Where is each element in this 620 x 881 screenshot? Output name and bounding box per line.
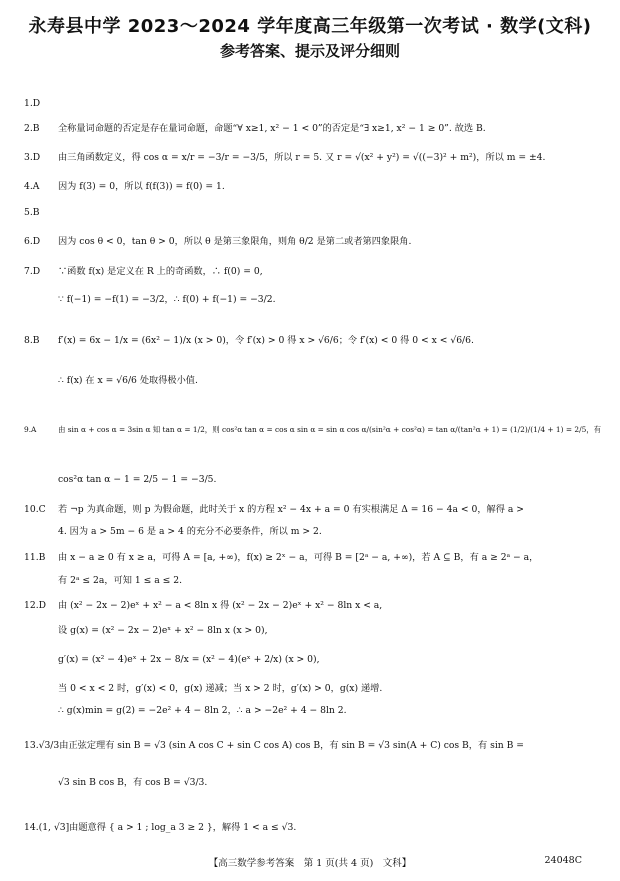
answer-line <box>24 575 182 587</box>
answer-line <box>24 552 538 564</box>
answer-line <box>24 654 320 666</box>
answer-text: ∴ g(x)min = g(2) = −2e² + 4 − 8ln 2，∴ a > −2e² + 4 − 8ln 2. <box>58 705 347 716</box>
answer-text: 由三角函数定义，得 cos α = x/r = −3/r = −3/5，所以 r = 5. 又 r = √(x² + y²) = √((−3)² + m²)，所以 m = ±4. <box>58 152 546 163</box>
answer-line <box>24 625 268 637</box>
answer-number: 6.D <box>24 236 41 247</box>
answer-text: √3 sin B cos B，有 cos B = √3/3. <box>58 777 208 788</box>
answer-text: 4. 因为 a > 5m − 6 是 a > 4 的充分不必要条件，所以 m > 2. <box>58 526 322 537</box>
answer-text: 由 (x² − 2x − 2)eˣ + x² − a < 8ln x 得 (x² − 2x − 2)eˣ + x² − 8ln x < a, <box>58 600 383 611</box>
answer-number: 11.B <box>24 552 46 563</box>
answer-line <box>24 236 411 248</box>
answer-line <box>24 822 296 834</box>
answer-text: 因为 f(3) = 0，所以 f(f(3)) = f(0) = 1. <box>58 181 225 192</box>
answer-line <box>24 777 207 789</box>
answer-number: 8.B <box>24 335 40 346</box>
answer-line <box>24 123 486 135</box>
answer-text: cos²α tan α − 1 = 2/5 − 1 = −3/5. <box>58 474 217 485</box>
answer-text: 若 ¬p 为真命题，则 p 为假命题，此时关于 x 的方程 x² − 4x + a = 0 有实根满足 Δ = 16 − 4a < 0，解得 a > <box>58 504 524 515</box>
answer-line <box>24 335 474 347</box>
answer-line <box>24 474 216 486</box>
answer-number: 13.√3/3 <box>24 740 60 751</box>
answer-line <box>24 600 382 612</box>
answer-text: 设 g(x) = (x² − 2x − 2)eˣ + x² − 8ln x (x > 0), <box>58 625 268 636</box>
answer-number: 2.B <box>24 123 40 134</box>
document-subtitle: 参考答案、提示及评分细则 <box>219 42 400 60</box>
answer-number: 12.D <box>24 600 46 611</box>
answer-line <box>24 98 58 110</box>
answer-number: 14.(1, √3] <box>24 822 70 833</box>
answer-text: ∴ f(x) 在 x = √6/6 处取得极小值. <box>58 375 198 386</box>
answer-line <box>24 683 382 695</box>
answer-line <box>24 424 601 436</box>
answer-text: g′(x) = (x² − 4)eˣ + 2x − 8/x = (x² − 4)(eˣ + 2/x) (x > 0), <box>58 654 320 665</box>
answer-line <box>24 526 322 538</box>
answer-number: 9.A <box>24 425 37 434</box>
answer-text: 由 x − a ≥ 0 有 x ≥ a，可得 A = [a, +∞)，f(x) ≥ 2ˣ − a，可得 B = [2ᵃ − a, +∞)，若 A ⊆ B，有 a ≥ 2ᵃ − a， <box>58 552 539 563</box>
answer-line <box>24 740 524 752</box>
answer-number: 5.B <box>24 207 40 218</box>
answer-text: ∵ f(−1) = −f(1) = −3/2，∴ f(0) + f(−1) = −3/2. <box>58 294 276 305</box>
answer-number: 1.D <box>24 98 41 109</box>
answer-text: 当 0 < x < 2 时，g′(x) < 0，g(x) 递减；当 x > 2 时，g′(x) > 0，g(x) 递增. <box>58 683 383 694</box>
answer-text: 因为 cos θ < 0，tan θ > 0，所以 θ 是第三象限角，则角 θ/2 是第二或者第四象限角. <box>58 236 412 247</box>
answer-text: 有 2ᵃ ≤ 2a，可知 1 ≤ a ≤ 2. <box>58 575 183 586</box>
footer-page-info: 【高三数学参考答案 第 1 页(共 4 页) 文科】 <box>208 858 412 869</box>
answer-line <box>24 375 198 387</box>
answer-text: ∵函数 f(x) 是定义在 R 上的奇函数，∴ f(0) = 0, <box>58 266 263 277</box>
answer-text: 由正弦定理有 sin B = √3 (sin A cos C + sin C cos A) cos B，有 sin B = √3 sin(A + C) cos B，有 sin B = <box>59 740 524 751</box>
answer-text: f′(x) = 6x − 1/x = (6x² − 1)/x (x > 0)，令 f′(x) > 0 得 x > √6/6；令 f′(x) < 0 得 0 < x < √6/6. <box>58 335 474 346</box>
answer-number: 3.D <box>24 152 41 163</box>
answer-number: 10.C <box>24 504 46 515</box>
answer-line <box>24 504 524 516</box>
answer-line <box>24 266 263 278</box>
answer-text: 由题意得 { a > 1 ; log_a 3 ≥ 2 }，解得 1 < a ≤ √3. <box>69 822 297 833</box>
answer-line <box>24 181 225 193</box>
answer-line <box>24 294 276 306</box>
footer-code: 24048C <box>544 855 582 866</box>
document-title: 永寿县中学 2023～2024 学年度高三年级第一次考试 · 数学(文科) <box>28 16 592 37</box>
answer-line <box>24 152 545 164</box>
answer-line <box>24 207 58 219</box>
answer-line <box>24 705 347 717</box>
answer-number: 7.D <box>24 266 41 277</box>
answer-number: 4.A <box>24 181 40 192</box>
answer-text: 由 sin α + cos α = 3sin α 知 tan α = 1/2，则 cos²α tan α = cos α sin α = sin α cos α/(sin²α + cos²α) = tan α/(tan²α + 1) = (1/2)/(1/4 + 1) = 2/5，有 <box>58 425 602 434</box>
answer-text: 全称量词命题的否定是存在量词命题，命题“∀ x≥1, x² − 1 < 0”的否定是“∃ x≥1, x² − 1 ≥ 0”. 故选 B. <box>58 123 486 134</box>
